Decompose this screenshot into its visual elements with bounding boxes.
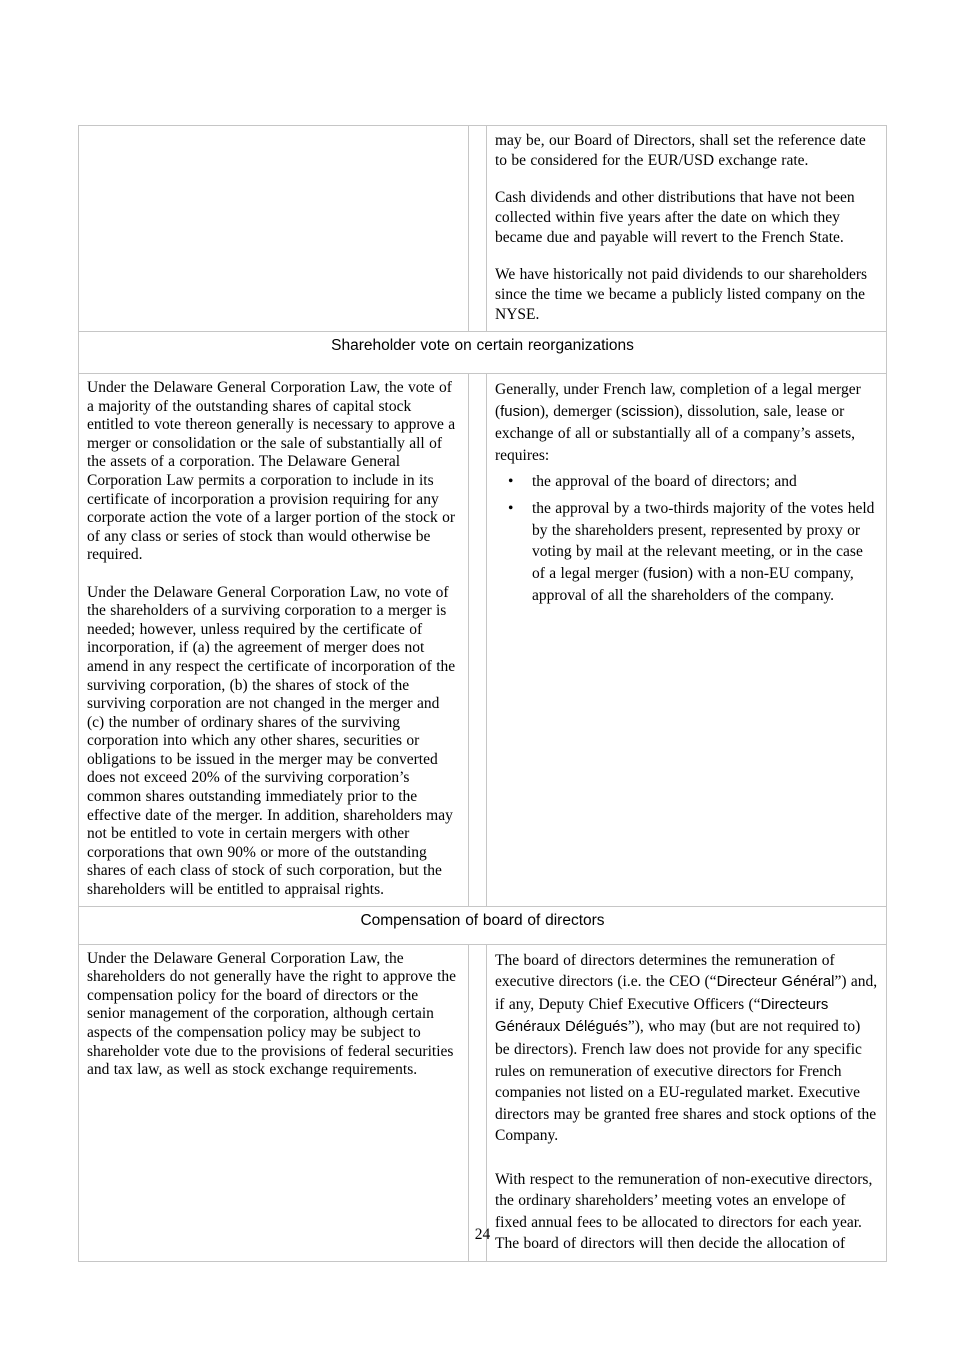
text-segment: The board of directors determines the remuneration of executive directors (i.e. the CEO (“: [495, 951, 835, 991]
column-spacer: [469, 944, 487, 1261]
paragraph: [495, 379, 878, 466]
paragraph: With respect to the remuneration of non-executive directors, the ordinary shareholders’ meeting votes an envelope of fixed annual fees to be allocated to directors for each year. The board of directors will then decide the allocation of: [495, 1170, 873, 1253]
french-term: scission: [621, 403, 674, 420]
section-header-row: [79, 332, 887, 374]
french-term: fusion: [648, 565, 688, 582]
cell-french-dividends: [487, 126, 887, 332]
paragraph: We have historically not paid dividends to our shareholders since the time we became a publicly listed company on the NYSE.: [495, 266, 868, 323]
text-segment: the approval by a two-thirds majority of the votes held by the shareholders present, represented by proxy or voting by mail at the relevant meeting, or in the case of a legal merger (: [532, 499, 875, 582]
paragraph: Under the Delaware General Corporation Law, the shareholders do not generally have the right to approve the compensation policy for the board of directors or the senior management of the corporation, although certain aspects of the compensation policy may be subject to shareholder vote due to the provisions of federal securities and tax law, as well as stock exchange requirements.: [87, 949, 457, 1079]
cell-delaware-compensation: [79, 944, 469, 1261]
column-spacer: [469, 126, 487, 332]
section-header-row: [79, 906, 887, 944]
paragraph: Cash dividends and other distributions that have not been collected within five years after the date on which they became due and payable will revert to the French State.: [495, 189, 855, 246]
page-number: 24: [474, 1226, 491, 1243]
text-segment: ), demerger (: [539, 402, 622, 420]
bullet-icon: •: [508, 473, 514, 491]
cell-french-compensation: [487, 944, 887, 1261]
text-segment: ), dissolution, sale, lease or exchange of all or substantially all of a company’s assets, requires:: [495, 402, 856, 464]
text-segment: ”), who may (but are not required to) be directors). French law does not provide for any specific rules on remuneration of executive directors for French companies not listed on a EU-regulated market. Executive directors may be granted free shares and stock options of the Company.: [495, 1018, 877, 1145]
table-row-dividends: [79, 126, 887, 332]
french-term: Directeurs Généraux Délégués: [495, 996, 829, 1036]
bullet-item: [495, 498, 878, 607]
paragraph: [495, 950, 878, 1147]
french-term: Directeur Général: [716, 974, 835, 991]
paragraph: may be, our Board of Directors, shall set the reference date to be considered for the EUR/USD exchange rate.: [495, 132, 866, 169]
section-header-reorganizations: Shareholder vote on certain reorganizations: [79, 332, 887, 374]
table-row-compensation: [79, 944, 887, 1261]
cell-delaware-empty: [79, 126, 469, 332]
text-segment: ”) and, if any, Deputy Chief Executive Officers (“: [495, 973, 878, 1013]
bullet-icon: •: [508, 499, 514, 517]
text-segment: Generally, under French law, completion of a legal merger (: [495, 381, 861, 420]
text-segment: ) with a non-EU company, approval of all the shareholders of the company.: [532, 564, 854, 605]
paragraph: Under the Delaware General Corporation Law, the vote of a majority of the outstanding shares of capital stock entitled to vote thereon generally is necessary to approve a merger or consolidation or the sale of substantially all of the assets of a corporation. The Delaware General Corporation Law permits a corporation to include in its certificate of incorporation a provision requiring for any corporate action the vote of a larger portion of the stock or of any class or series of stock than would otherwise be required.: [87, 379, 456, 564]
comparison-table: [78, 125, 887, 1262]
bullet-text: the approval of the board of directors; and: [532, 473, 797, 491]
cell-delaware-shareholder-vote: [79, 374, 469, 907]
column-spacer: [469, 374, 487, 907]
cell-french-shareholder-vote: [487, 374, 887, 907]
paragraph: Under the Delaware General Corporation Law, no vote of the shareholders of a surviving corporation to a merger is needed; however, unless required by the certificate of incorporation, if (a) the agreement of merger does not amend in any respect the certificate of incorporation of the surviving corporation, (b) the shares of stock of the surviving corporation are not changed in the merger and (c) the number of ordinary shares of the surviving corporation into which any other shares, securities or obligations to be issued in the merger may be converted does not exceed 20% of the surviving corporation’s common shares outstanding immediately prior to the effective date of the merger. In addition, shareholders may not be entitled to vote in certain mergers with other corporations that own 90% or more of the outstanding shares of each class of stock of such corporation, but the shareholders will be entitled to appraisal rights.: [87, 583, 456, 899]
section-header-compensation: Compensation of board of directors: [79, 906, 887, 944]
bullet-text: [532, 500, 874, 604]
french-term: fusion: [500, 403, 540, 420]
table-row-shareholder-vote: [79, 374, 887, 907]
bullet-item: [495, 471, 878, 493]
